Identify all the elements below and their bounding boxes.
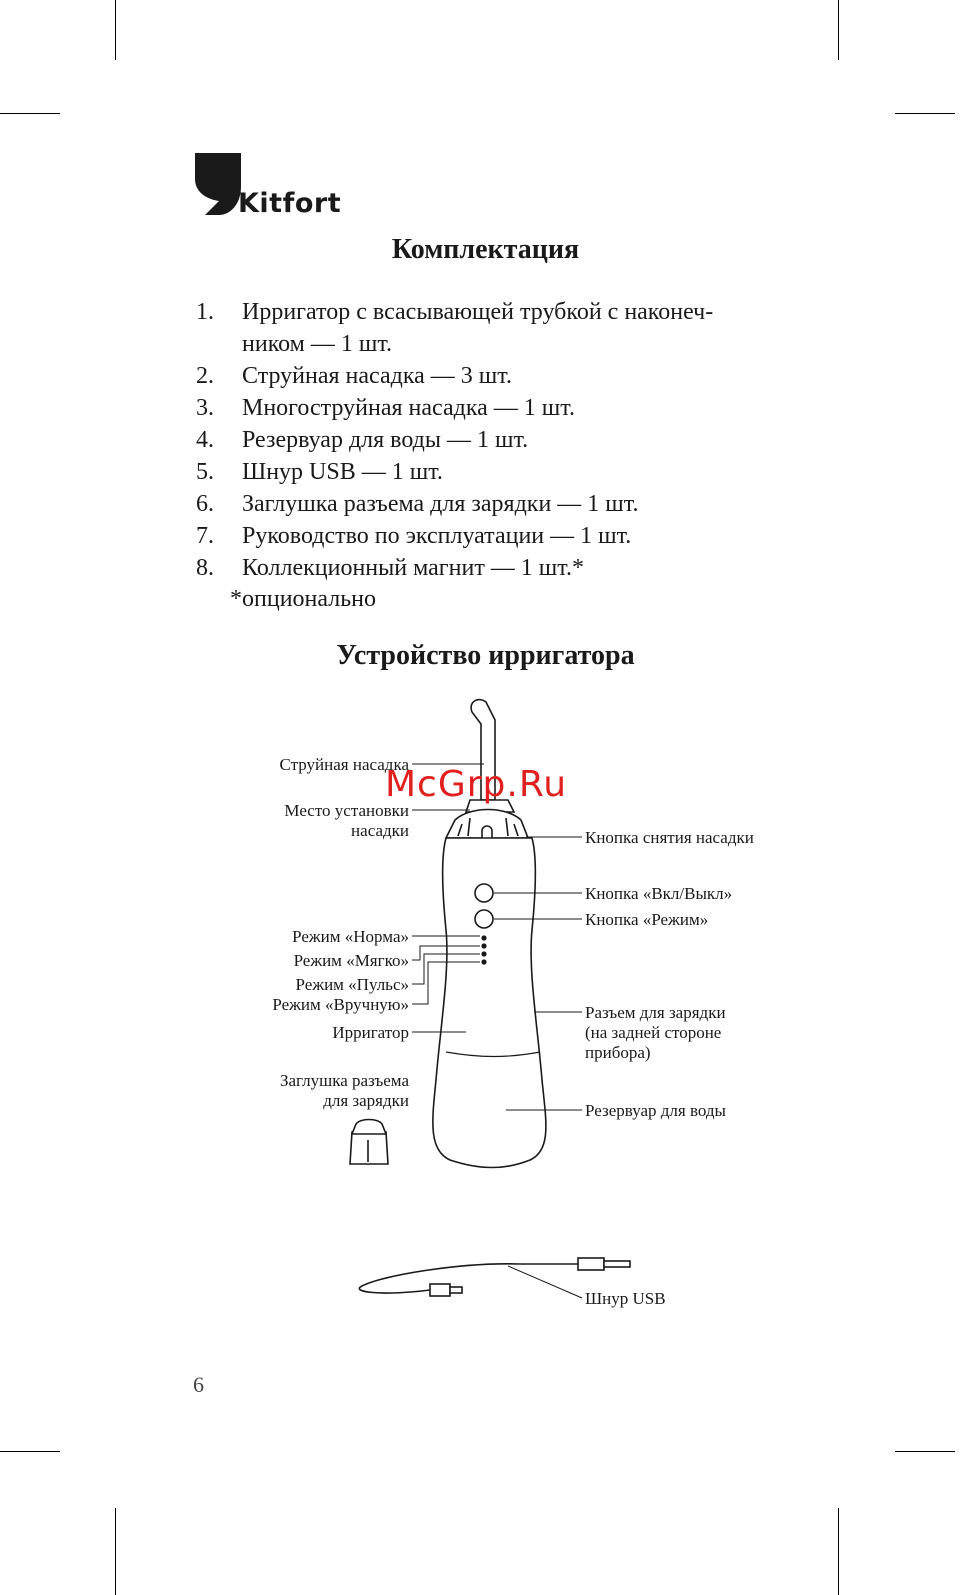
list-item [196, 520, 802, 552]
label-charge-plug: Заглушка разъема [279, 1071, 409, 1090]
label-charge-port-cont: (на задней стороне [585, 1023, 722, 1042]
item-number: 5. [196, 459, 214, 485]
label-usb-cable: Шнур USB [585, 1289, 666, 1308]
label-mode-pulse: Режим «Пульс» [295, 975, 409, 994]
item-number: 8. [196, 555, 214, 581]
item-number: 3. [196, 395, 214, 421]
label-jet-nozzle: Струйная насадка [279, 755, 409, 774]
label-release-button: Кнопка снятия насадки [585, 828, 754, 847]
item-text: Резервуар для воды — 1 шт. [242, 427, 529, 453]
label-mode-manual: Режим «Вручную» [272, 995, 409, 1014]
optional-note: *опционально [230, 586, 377, 612]
list-item [196, 456, 802, 488]
label-power-button: Кнопка «Вкл/Выкл» [585, 884, 733, 903]
list-item [196, 488, 802, 520]
crop-mark [838, 1508, 839, 1595]
item-number: 6. [196, 491, 214, 517]
item-text: Коллекционный магнит — 1 шт.* [242, 555, 584, 581]
page-number: 6 [193, 1372, 204, 1397]
item-text: Шнур USB — 1 шт. [242, 459, 443, 485]
watermark: McGrp.Ru [385, 764, 568, 805]
crop-mark [0, 113, 60, 114]
item-text: Заглушка разъема для зарядки — 1 шт. [242, 491, 639, 517]
crop-mark [115, 1508, 116, 1595]
list-item [196, 392, 802, 424]
item-text-cont: ником — 1 шт. [242, 331, 393, 357]
label-mode-soft: Режим «Мягко» [293, 951, 409, 970]
crop-mark [895, 1451, 955, 1452]
item-text: Многоструйная насадка — 1 шт. [242, 395, 575, 421]
item-text: Струйная насадка — 3 шт. [242, 363, 512, 389]
brand-name: Kitfort [238, 188, 342, 219]
list-item [196, 424, 802, 456]
crop-mark [895, 113, 955, 114]
label-charge-port: Разъем для зарядки [585, 1003, 726, 1022]
label-mode-button: Кнопка «Режим» [585, 910, 709, 929]
item-number: 4. [196, 427, 214, 453]
label-mode-normal: Режим «Норма» [292, 927, 409, 946]
label-charge-port-cont2: прибора) [585, 1043, 651, 1062]
list-item [196, 296, 802, 360]
list-item [196, 360, 802, 392]
item-text: Руководство по эксплуатации — 1 шт. [242, 523, 632, 549]
section-title-device: Устройство ирригатора [336, 640, 635, 671]
item-number: 2. [196, 363, 214, 389]
label-irrigator: Ирригатор [332, 1023, 409, 1042]
label-water-tank: Резервуар для воды [585, 1101, 726, 1120]
crop-mark [115, 0, 116, 60]
label-nozzle-mount: Место установки [284, 801, 409, 820]
item-text: Ирригатор с всасывающей трубкой с наконеч- [242, 299, 714, 325]
contents-list [196, 296, 802, 584]
item-number: 1. [196, 299, 214, 325]
section-title-contents: Комплектация [391, 234, 580, 265]
crop-mark [0, 1451, 60, 1452]
item-number: 7. [196, 523, 214, 549]
list-item [196, 552, 802, 584]
label-nozzle-mount-cont: насадки [351, 821, 409, 840]
crop-mark [838, 0, 839, 60]
label-charge-plug-cont: для зарядки [323, 1091, 409, 1110]
